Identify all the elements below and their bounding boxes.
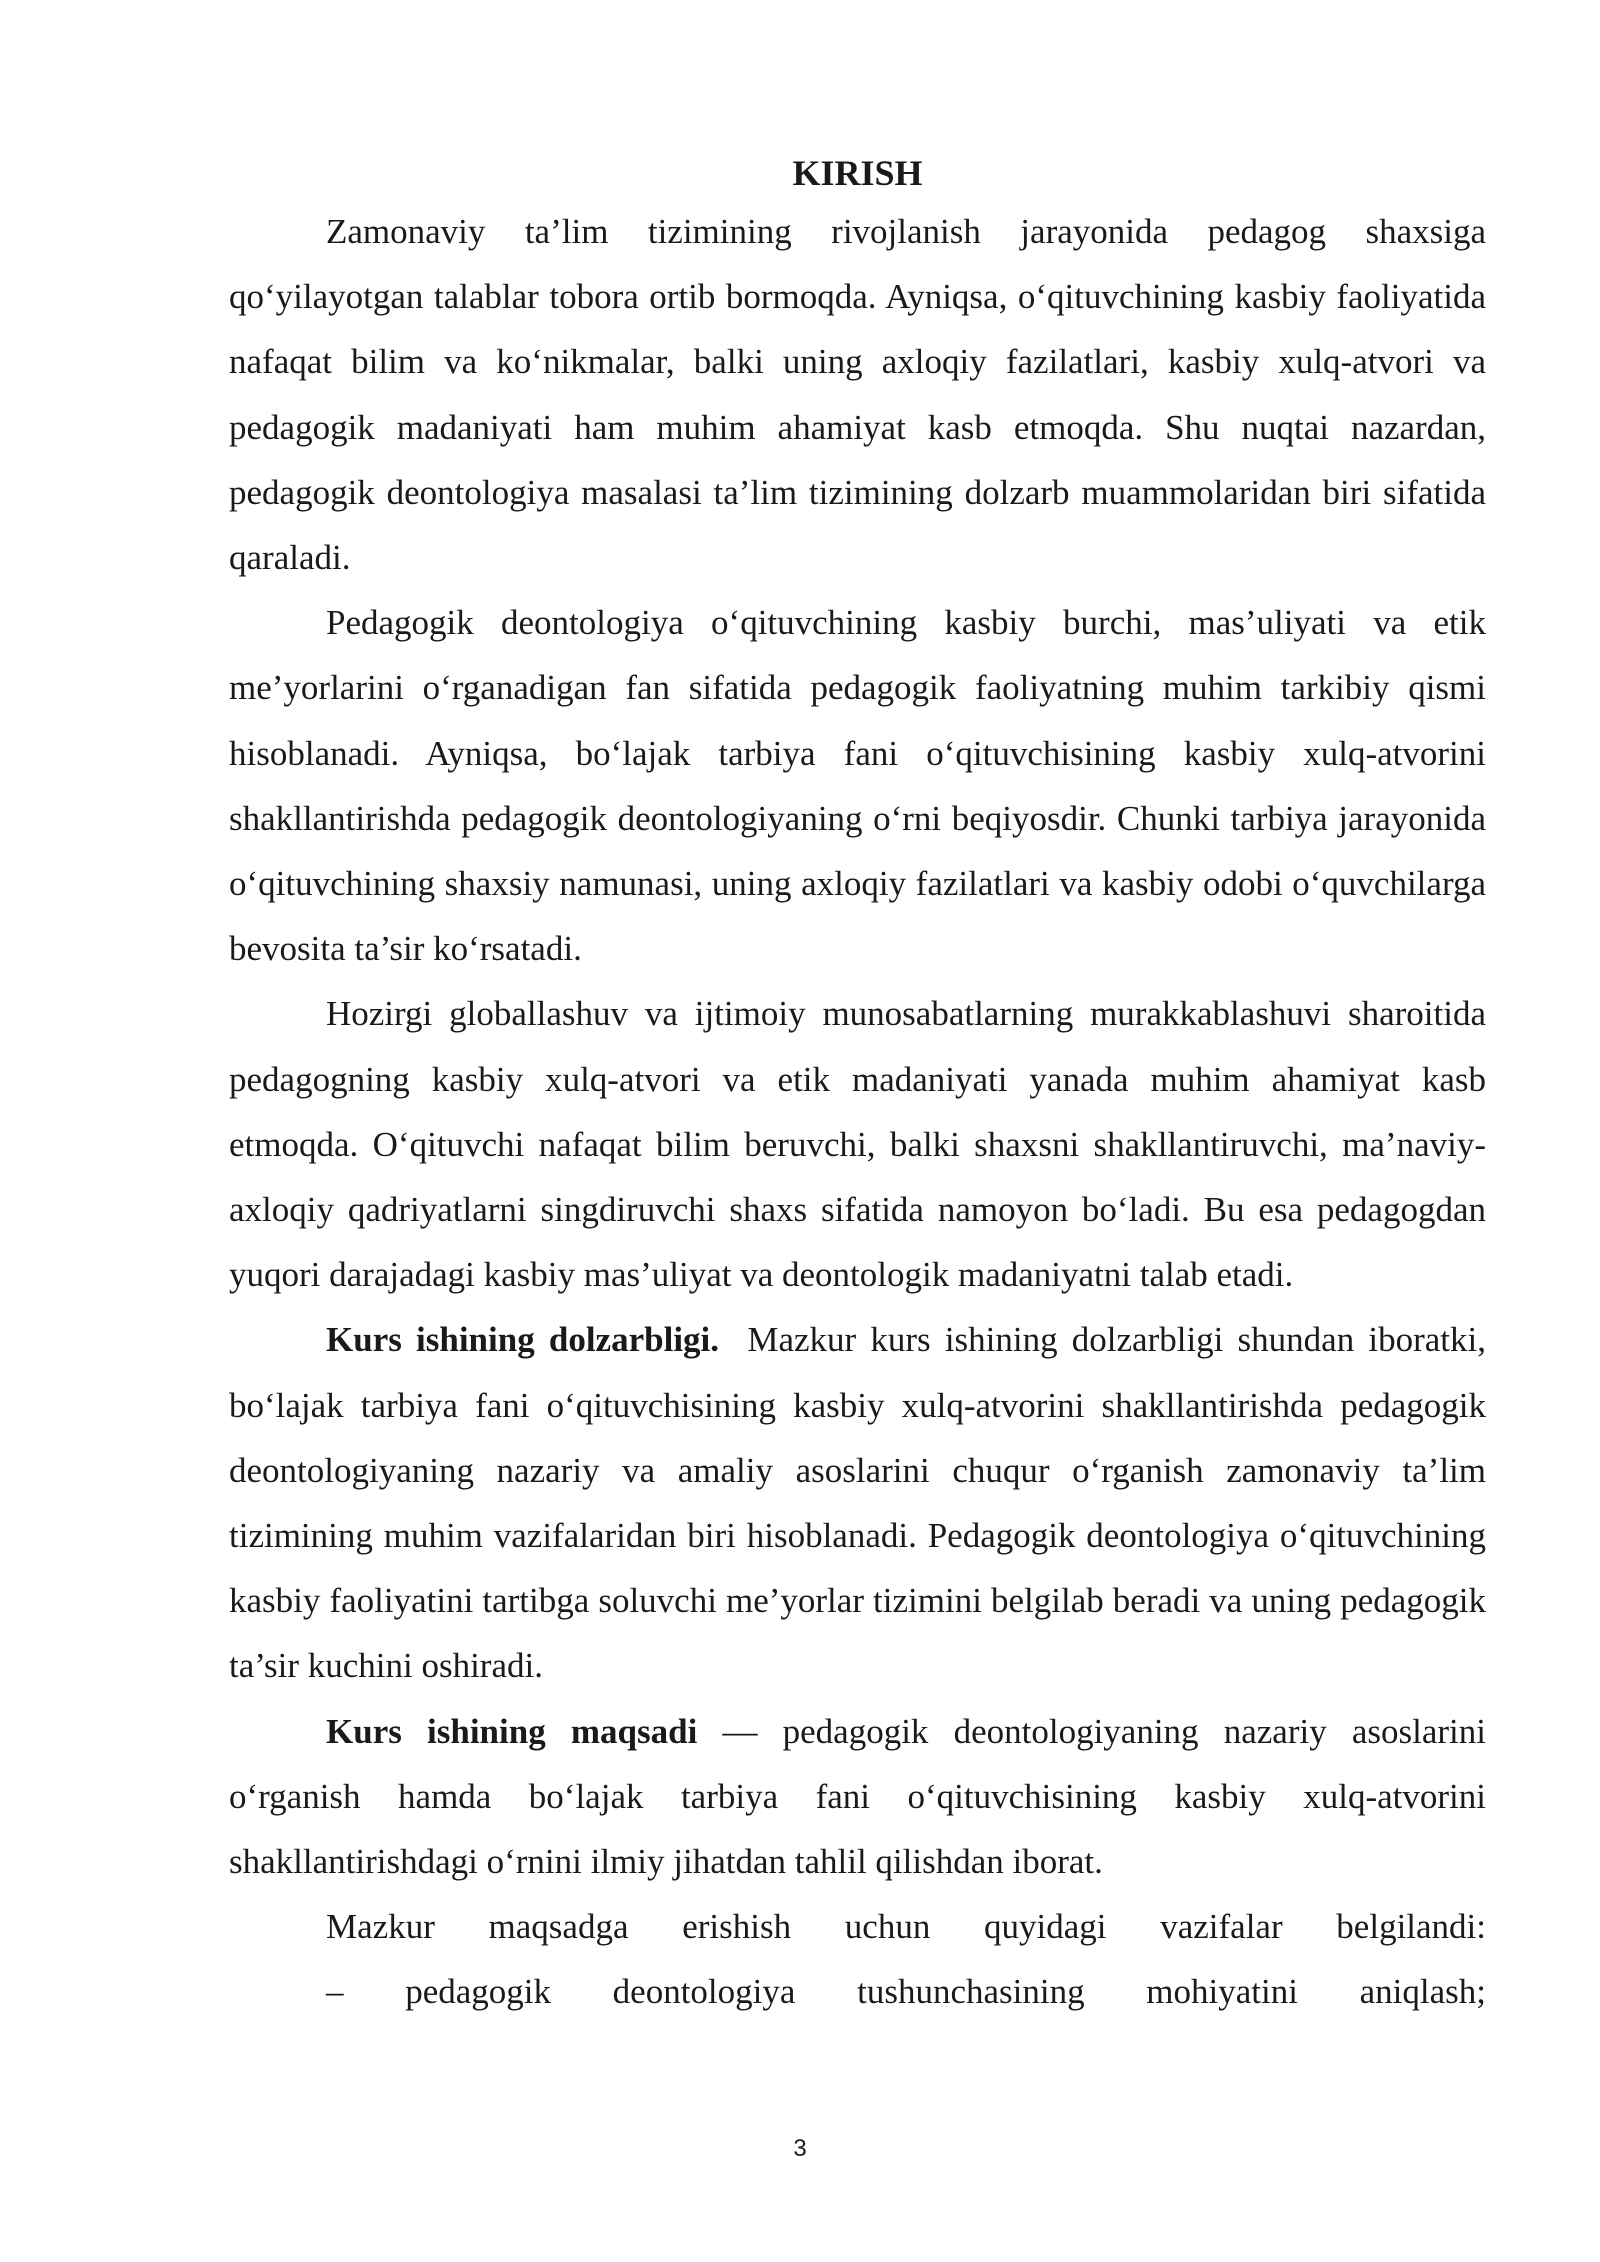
relevance-text: Mazkur kurs ishining dolzarbligi shundan iboratki, bo‘lajak tarbiya fani o‘qituvchisining kasbiy xulq-atvorini shakllantirishda pedagogik deontologiyaning nazariy va amaliy asoslarini chuqur o‘rganish zamonaviy ta’lim tizimining muhim vazifalaridan biri hisoblanadi. Pedagogik deontologiya o‘qituvchining kasbiy faoliyatini tartibga soluvchi me’yorlar tizimini belgilab beradi va uning pedagogik ta’sir kuchini oshiradi.: [229, 1320, 1486, 1686]
document-body: [229, 147, 1486, 2025]
list-item-task-1: – pedagogik deontologiya tushunchasining mohiyatini aniqlash;: [326, 1972, 1486, 2012]
paragraph-tasks-intro: Mazkur maqsadga erishish uchun quyidagi vazifalar belgilandi:: [326, 1907, 1486, 1947]
paragraph-intro: Zamonaviy ta’lim tizimining rivojlanish jarayonida pedagog shaxsiga qo‘yilayotgan talablar tobora ortib bormoqda. Ayniqsa, o‘qituvchining kasbiy faoliyatida nafaqat bilim va ko‘nikmalar, balki uning axloqiy fazilatlari, kasbiy xulq-atvori va pedagogik madaniyati ham muhim ahamiyat kasb etmoqda. Shu nuqtai nazardan, pedagogik deontologiya masalasi ta’lim tizimining dolzarb muammolaridan biri sifatida qaraladi.: [229, 212, 1486, 578]
page-number: 3: [793, 2135, 807, 2162]
paragraph-relevance: [229, 1307, 1486, 1698]
paragraph-globalization: Hozirgi globallashuv va ijtimoiy munosabatlarning murakkablashuvi sharoitida pedagogning kasbiy xulq-atvori va etik madaniyati yanada muhim ahamiyat kasb etmoqda. O‘qituvchi nafaqat bilim beruvchi, balki shaxsni shakllantiruvchi, ma’naviy-axloqiy qadriyatlarni singdiruvchi shaxs sifatida namoyon bo‘ladi. Bu esa pedagogdan yuqori darajadagi kasbiy mas’uliyat va deontologik madaniyatni talab etadi.: [229, 994, 1486, 1295]
relevance-heading: Kurs ishining dolzarbligi.: [326, 1320, 720, 1360]
goal-heading: Kurs ishining maqsadi: [326, 1711, 698, 1751]
paragraph-deontology-definition: Pedagogik deontologiya o‘qituvchining kasbiy burchi, mas’uliyati va etik me’yorlarini o‘rganadigan fan sifatida pedagogik faoliyatning muhim tarkibiy qismi hisoblanadi. Ayniqsa, bo‘lajak tarbiya fani o‘qituvchisining kasbiy xulq-atvorini shakllantirishda pedagogik deontologiyaning o‘rni beqiyosdir. Chunki tarbiya jarayonida o‘qituvchining shaxsiy namunasi, uning axloqiy fazilatlari va kasbiy odobi o‘quvchilarga bevosita ta’sir ko‘rsatadi.: [229, 603, 1486, 969]
paragraph-goal: [229, 1699, 1486, 1895]
section-title: KIRISH: [792, 153, 923, 193]
goal-text: — pedagogik deontologiyaning nazariy asoslarini o‘rganish hamda bo‘lajak tarbiya fani o‘qituvchisining kasbiy xulq-atvorini shakllantirishdagi o‘rnini ilmiy jihatdan tahlil qilishdan iborat.: [229, 1711, 1487, 1882]
